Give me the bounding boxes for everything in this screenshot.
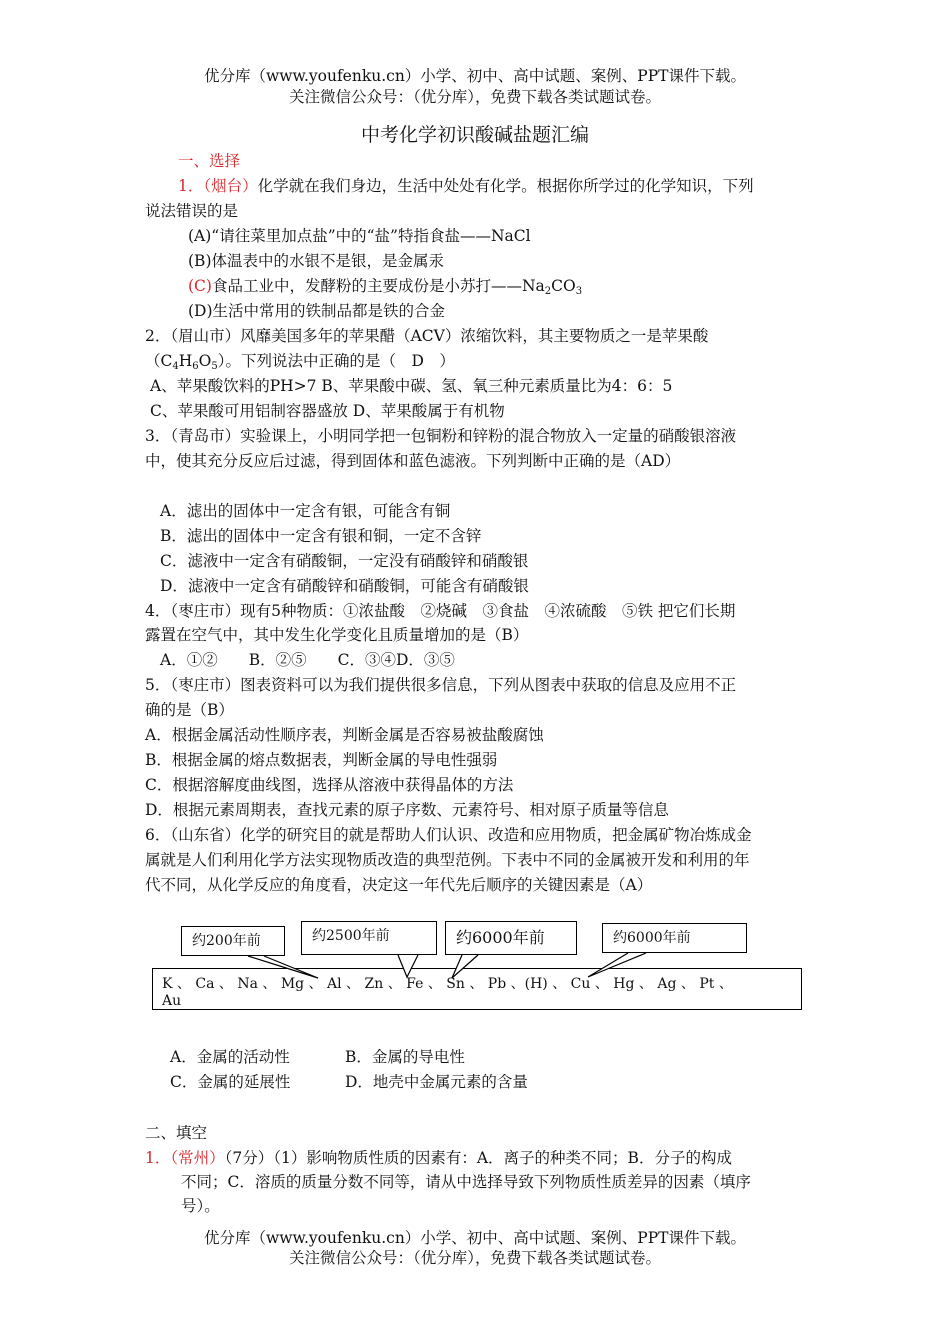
formula-part: H [178,352,193,370]
fill-question-1-text: （7分）（1）影响物质性质的因素有：A．离子的种类不同；B．分子的构成 [224,1149,732,1167]
question-3-line-2: 中，使其充分反应后过滤，得到固体和蓝色滤液。下列判断中正确的是（AD） [145,452,681,470]
question-1-option-d: (D)生活中常用的铁制品都是铁的合金 [188,302,446,320]
question-5-option-a: A．根据金属活动性顺序表，判断金属是否容易被盐酸腐蚀 [145,726,544,744]
metal-series-line-2: Au [162,993,182,1009]
question-2-options-ab: A、苹果酸饮料的PH>7 B、苹果酸中碳、氢、氧三种元素质量比为4：6：5 [150,377,673,395]
question-3-option-a: A．滤出的固体中一定含有银，可能含有铜 [160,502,451,520]
header-line-1: 优分库（www.youfenku.cn）小学、初中、高中试题、案例、PPT课件下载。 [203,67,747,85]
question-1-option-b: (B)体温表中的水银不是银，是金属汞 [188,252,444,270]
section-heading-choice: 一、选择 [178,152,241,170]
fill-question-1-source: （常州） [170,1149,225,1167]
section-heading-fill: 二、填空 [145,1124,208,1142]
footer-line-2: 关注微信公众号：（优分库），免费下载各类试题试卷。 [288,1249,661,1267]
question-6-option-c: C．金属的延展性 [170,1073,291,1091]
footer-line-1: 优分库（www.youfenku.cn）小学、初中、高中试题、案例、PPT课件下载。 [203,1229,747,1247]
formula-part: O [198,352,212,370]
formula-part: CO [551,277,576,295]
question-6-line-3: 代不同，从化学反应的角度看，决定这一年代先后顺序的关键因素是（A） [145,876,653,894]
callout-200-years: 约200年前 [181,926,285,956]
question-6-option-b: B．金属的导电性 [345,1048,465,1066]
fill-question-1-line-3: 号）。 [181,1197,220,1215]
question-1-line-2: 说法错误的是 [145,202,239,220]
question-1-stem: 化学就在我们身边，生活中处处有化学。根据你所学过的化学知识，下列 [257,177,754,195]
question-6-option-d: D．地壳中金属元素的含量 [345,1073,528,1091]
formula-subscript: 4 [172,361,179,372]
question-5-option-b: B．根据金属的熔点数据表，判断金属的导电性强弱 [145,751,498,769]
question-2-options-cd: C、苹果酸可用铝制容器盛放 D、苹果酸属于有机物 [150,402,505,420]
question-2-text: ）。下列说法中正确的是（ D ） [217,352,455,370]
question-6-line-1: 6．（山东省）化学的研究目的就是帮助人们认识、改造和应用物质，把金属矿物冶炼成金 [145,826,752,844]
callout-6000-years-b: 约6000年前 [602,923,747,953]
metal-series-line-1: K 、 Ca 、 Na 、 Mg 、 Al 、 Zn 、 Fe 、 Sn 、 Pb 、(H) 、 Cu 、 Hg 、 Ag 、 Pt 、 [162,976,733,992]
question-6-option-a: A．金属的活动性 [170,1048,290,1066]
question-6-line-2: 属就是人们利用化学方法实现物质改造的典型范例。下表中不同的金属被开发和利用的年 [145,851,750,869]
header-line-2: 关注微信公众号：（优分库），免费下载各类试题试卷。 [288,88,661,106]
callout-pointer-4 [588,953,646,977]
question-4-line-1: 4．（枣庄市）现有5种物质：①浓盐酸 ②烧碱 ③食盐 ④浓硫酸 ⑤铁 把它们长期 [145,602,736,620]
question-1-option-c-letter: (C) [188,277,212,295]
callout-pointer-1 [248,956,318,978]
question-5-line-2: 确的是（B） [145,701,234,719]
question-3-line-1: 3．（青岛市）实验课上，小明同学把一包铜粉和锌粉的混合物放入一定量的硝酸银溶液 [145,427,737,445]
question-4-options: A．①② B．②⑤ C．③④D．③⑤ [160,651,455,669]
formula-subscript: 5 [211,361,218,372]
question-3-option-d: D．滤液中一定含有硝酸锌和硝酸铜，可能含有硝酸银 [160,577,529,595]
callout-2500-years: 约2500年前 [301,921,437,955]
formula-subscript: 3 [575,286,583,297]
formula-subscript: 2 [544,286,552,297]
callout-pointer-3 [452,955,478,978]
question-4-line-2: 露置在空气中，其中发生化学变化且质量增加的是（B） [145,626,529,644]
question-5-line-1: 5．（枣庄市）图表资料可以为我们提供很多信息，下列从图表中获取的信息及应用不正 [145,676,737,694]
question-3-option-b: B．滤出的固体中一定含有银和铜，一定不含锌 [160,527,482,545]
question-1-option-a: (A)“请往菜里加点盐”中的“盐”特指食盐——NaCl [188,227,531,245]
callout-6000-years-a: 约6000年前 [445,921,577,955]
question-5-option-c: C．根据溶解度曲线图，选择从溶液中获得晶体的方法 [145,776,514,794]
document-title: 中考化学初识酸碱盐题汇编 [360,124,589,146]
question-5-option-d: D．根据元素周期表，查找元素的原子序数、元素符号、相对原子质量等信息 [145,801,669,819]
fill-question-1-number: 1． [145,1149,171,1167]
fill-question-1-line-1 [145,1147,732,1169]
fill-question-1-line-2: 不同；C．溶质的质量分数不同等，请从中选择导致下列物质性质差异的因素（填序 [181,1173,751,1191]
callout-pointer-2 [398,955,418,977]
question-2-text: （C [145,352,173,370]
question-1-number: 1．（烟台） [178,177,258,195]
question-1-option-c-text: 食品工业中，发酵粉的主要成份是小苏打——Na [211,277,545,295]
question-3-option-c: C．滤液中一定含有硝酸铜，一定没有硝酸锌和硝酸银 [160,552,529,570]
formula-subscript: 6 [192,361,199,372]
question-2-line-1: 2．（眉山市）风靡美国多年的苹果醋（ACV）浓缩饮料，其主要物质之一是苹果酸 [145,327,709,345]
